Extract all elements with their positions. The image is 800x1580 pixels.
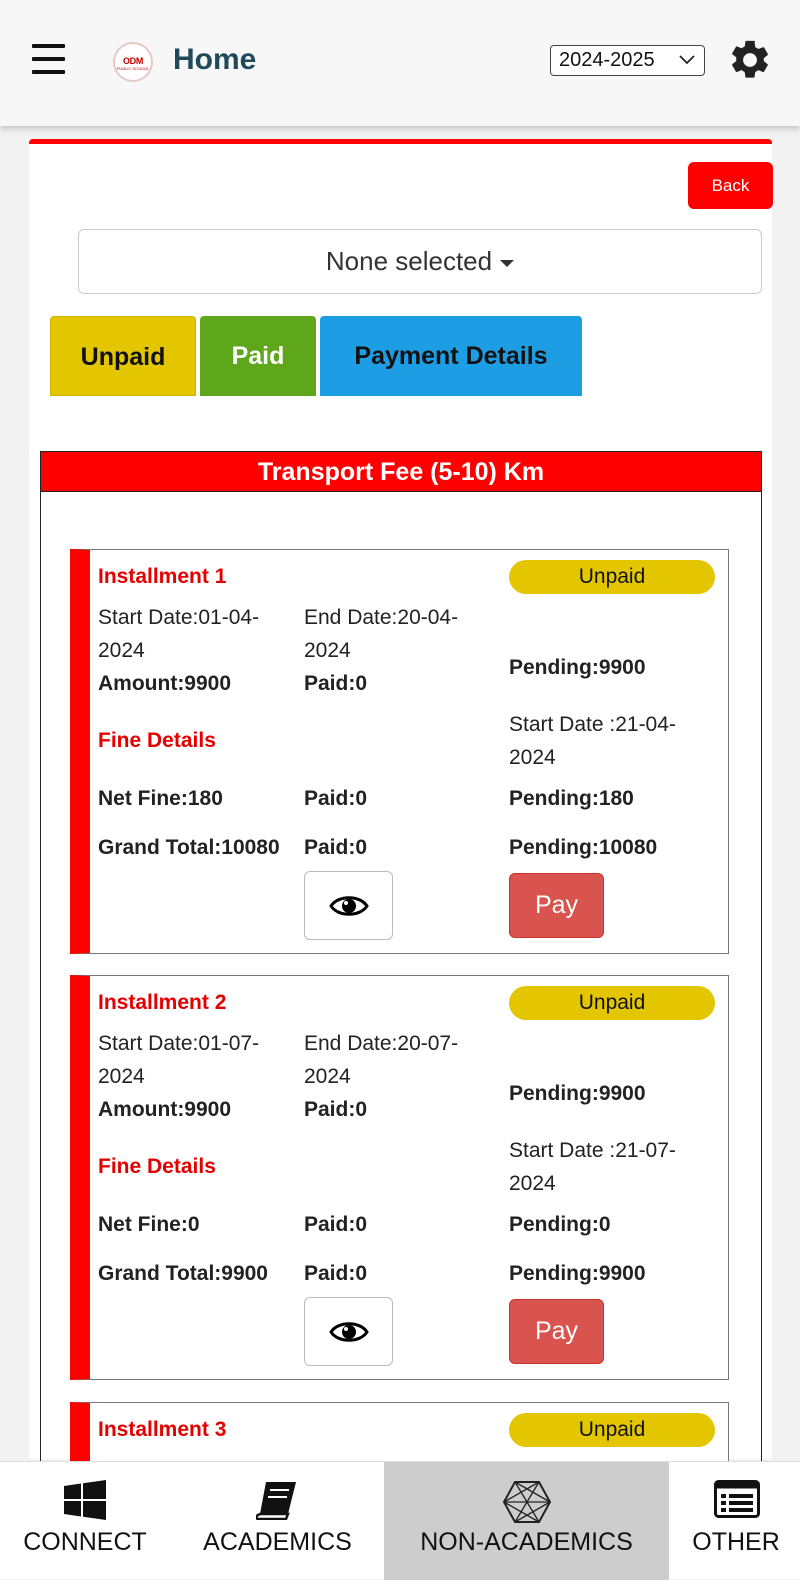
grand-total: Grand Total:10080: [98, 836, 280, 859]
caret-down-icon: [500, 260, 514, 267]
status-badge: Unpaid: [509, 986, 715, 1020]
tab-unpaid[interactable]: Unpaid: [50, 316, 196, 396]
paid-amount: Paid:0: [304, 1098, 368, 1121]
net-fine: Net Fine:180: [98, 787, 223, 810]
pending-amount: Pending:9900: [509, 656, 646, 679]
menu-icon[interactable]: [32, 44, 65, 76]
year-value: 2024-2025: [559, 49, 655, 71]
school-logo: [113, 42, 153, 82]
amount: Amount:9900: [98, 672, 232, 695]
view-button[interactable]: [304, 871, 393, 940]
year-select[interactable]: [550, 45, 705, 76]
pay-button[interactable]: Pay: [509, 873, 604, 938]
paid-amount: Paid:0: [304, 672, 368, 695]
logo-subtext: PUBLIC SCHOOL: [116, 66, 150, 71]
multi-select-dropdown[interactable]: [78, 229, 762, 294]
fee-title: Transport Fee (5-10) Km: [41, 452, 761, 492]
view-button[interactable]: [304, 1297, 393, 1366]
installment-title: Installment 1: [98, 565, 227, 588]
end-date: End Date:20-04-2024: [304, 606, 459, 662]
status-badge: Unpaid: [509, 560, 715, 594]
nav-label: ACADEMICS: [203, 1528, 352, 1556]
nav-label: NON-ACADEMICS: [420, 1528, 633, 1556]
grand-pending: Pending:9900: [509, 1262, 646, 1285]
tab-payment-details[interactable]: Payment Details: [320, 316, 582, 396]
fee-panel: [29, 139, 772, 1459]
list-icon: [714, 1480, 760, 1518]
start-date: Start Date:01-04-2024: [98, 606, 260, 662]
fine-pending: Pending:180: [509, 787, 634, 810]
gear-icon[interactable]: [727, 37, 773, 83]
installment-card: [70, 975, 729, 1380]
fine-pending: Pending:0: [509, 1213, 611, 1236]
amount: Amount:9900: [98, 1098, 232, 1121]
polyhedron-icon: [502, 1480, 552, 1524]
nav-label: OTHER: [692, 1528, 780, 1556]
logo-text: ODM: [122, 56, 144, 66]
windows-icon: [64, 1480, 106, 1520]
fee-section: [40, 451, 762, 1481]
grand-paid: Paid:0: [304, 836, 368, 859]
chevron-down-icon: [678, 50, 696, 68]
eye-icon: [329, 892, 369, 920]
installment-card: [70, 549, 729, 954]
dropdown-label: None selected: [325, 246, 493, 276]
pay-button[interactable]: Pay: [509, 1299, 604, 1364]
fine-paid: Paid:0: [304, 1213, 368, 1236]
nav-non-academics[interactable]: [384, 1462, 669, 1580]
grand-paid: Paid:0: [304, 1262, 368, 1285]
nav-connect[interactable]: [0, 1462, 170, 1580]
grand-total: Grand Total:9900: [98, 1262, 268, 1285]
end-date: End Date:20-07-2024: [304, 1032, 459, 1088]
nav-academics[interactable]: [180, 1462, 375, 1580]
start-date: Start Date:01-07-2024: [98, 1032, 260, 1088]
installment-title: Installment 2: [98, 991, 227, 1014]
installment-title: Installment 3: [98, 1418, 227, 1441]
grand-pending: Pending:10080: [509, 836, 658, 859]
tab-paid[interactable]: Paid: [200, 316, 316, 396]
bottom-navigation: [0, 1461, 800, 1579]
nav-label: CONNECT: [23, 1528, 147, 1556]
pending-amount: Pending:9900: [509, 1082, 646, 1105]
fine-paid: Paid:0: [304, 787, 368, 810]
net-fine: Net Fine:0: [98, 1213, 200, 1236]
book-icon: [256, 1480, 300, 1520]
fine-start-date: Start Date :21-04-2024: [509, 713, 676, 769]
fine-details-label: Fine Details: [98, 729, 216, 752]
top-bar: [0, 0, 800, 126]
fine-details-label: Fine Details: [98, 1155, 216, 1178]
back-button[interactable]: Back: [688, 162, 773, 209]
status-badge: Unpaid: [509, 1413, 715, 1447]
page-title: Home: [173, 43, 257, 76]
eye-icon: [329, 1318, 369, 1346]
nav-other[interactable]: [672, 1462, 800, 1580]
fine-start-date: Start Date :21-07-2024: [509, 1139, 676, 1195]
